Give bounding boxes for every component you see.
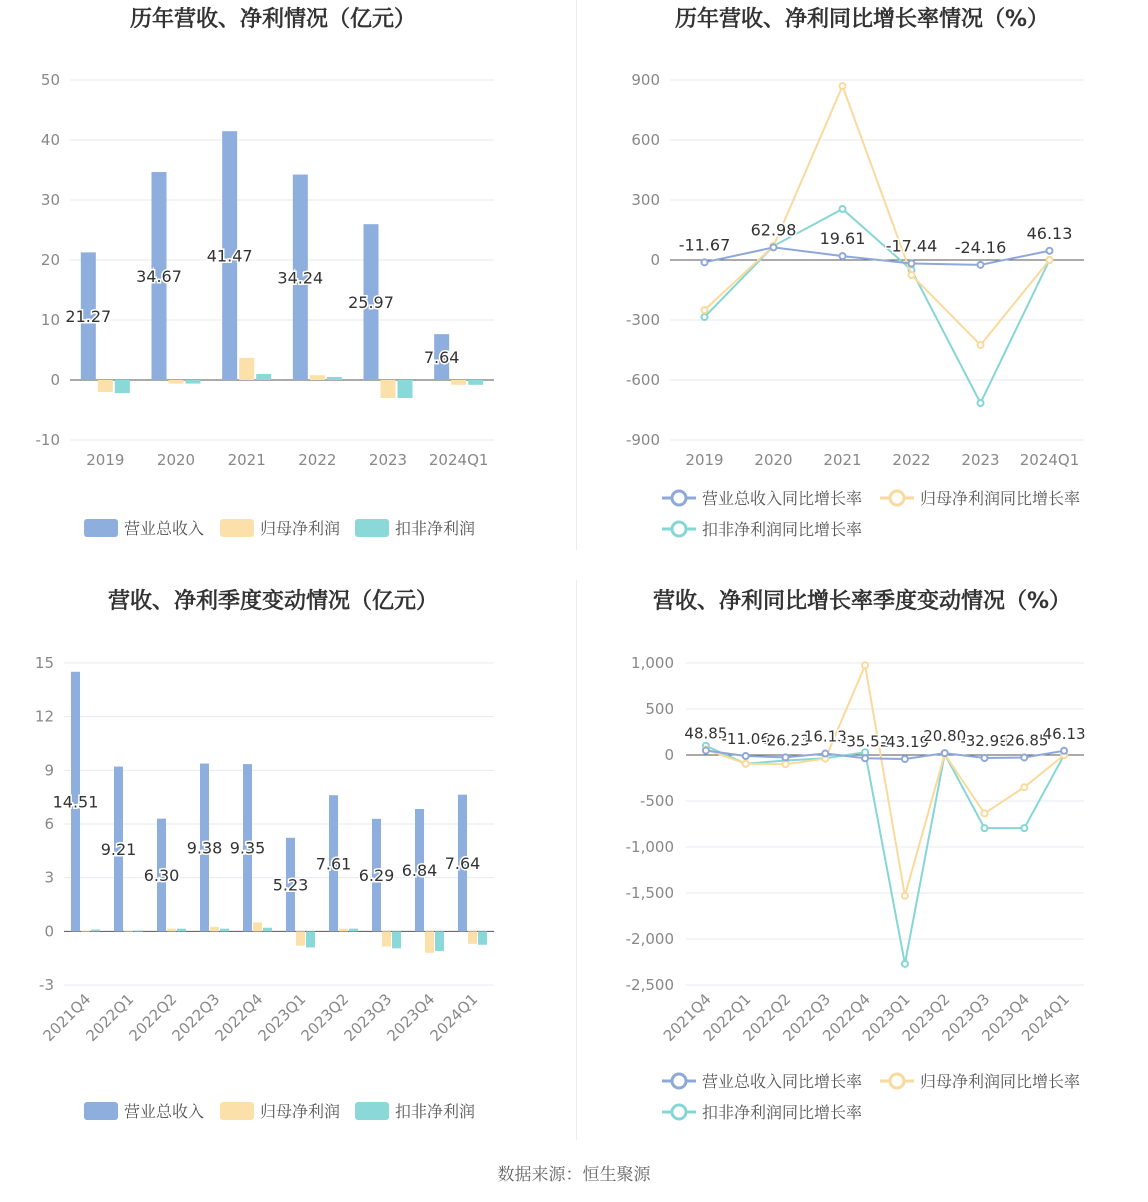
y-tick-label: 0 bbox=[44, 922, 54, 941]
revenue-data-label: 41.47 bbox=[206, 246, 253, 266]
revenue-point bbox=[743, 753, 749, 759]
revenue-legend-label: 营业总收入同比增长率 bbox=[702, 489, 863, 508]
revenue-growth-label: -11.67 bbox=[678, 235, 731, 255]
deducted-profit-legend-marker bbox=[672, 1105, 686, 1119]
y-tick-label: -900 bbox=[625, 431, 660, 449]
x-tick-label: 2022Q2 bbox=[739, 990, 795, 1045]
x-tick-label: 2024Q1 bbox=[1019, 451, 1080, 469]
x-tick-label: 2021 bbox=[227, 451, 266, 469]
net-profit-legend-swatch bbox=[220, 519, 254, 537]
revenue-point bbox=[783, 754, 789, 760]
net-profit-bar bbox=[253, 922, 262, 931]
revenue-point bbox=[982, 755, 988, 761]
net-profit-bar bbox=[239, 358, 254, 380]
y-tick-label: 1,000 bbox=[631, 654, 674, 672]
net-profit-point bbox=[862, 662, 868, 668]
net-profit-point bbox=[978, 342, 984, 348]
revenue-legend-marker bbox=[672, 491, 686, 505]
deducted-profit-bar bbox=[177, 929, 186, 932]
y-tick-label: -600 bbox=[625, 371, 660, 389]
deducted-profit-legend-label: 扣非净利润同比增长率 bbox=[702, 1103, 863, 1122]
revenue-growth-label: 48.85 bbox=[684, 724, 728, 743]
revenue-data-label: 34.24 bbox=[277, 268, 324, 288]
revenue-point bbox=[840, 253, 846, 259]
x-tick-label: 2023Q3 bbox=[938, 990, 994, 1045]
revenue-growth-label: -26.85 bbox=[1000, 731, 1049, 750]
revenue-data-label: 5.23 bbox=[272, 875, 309, 895]
x-tick-label: 2023Q1 bbox=[858, 990, 914, 1045]
y-tick-label: 9 bbox=[44, 761, 54, 780]
revenue-data-label: 9.35 bbox=[229, 838, 266, 858]
deducted-profit-legend-label: 扣非净利润 bbox=[395, 1102, 476, 1121]
revenue-data-label: 34.67 bbox=[136, 266, 182, 286]
deducted-profit-bar bbox=[349, 929, 358, 932]
x-tick-label: 2024Q1 bbox=[1018, 990, 1073, 1045]
net-profit-bar bbox=[210, 927, 219, 931]
y-tick-label: 300 bbox=[631, 191, 660, 209]
revenue-point bbox=[978, 262, 984, 268]
y-tick-label: 500 bbox=[645, 700, 674, 718]
revenue-point bbox=[942, 750, 948, 756]
net-profit-point bbox=[702, 307, 708, 313]
net-profit-bar bbox=[169, 380, 184, 384]
deducted-profit-bar bbox=[115, 380, 130, 393]
y-tick-label: 15 bbox=[34, 654, 54, 672]
quarterly-revenue-profit-chart bbox=[0, 580, 574, 1140]
revenue-point bbox=[1061, 748, 1067, 754]
net-profit-bar bbox=[98, 380, 113, 392]
deducted-profit-point bbox=[902, 961, 908, 967]
revenue-point bbox=[902, 756, 908, 762]
x-tick-label: 2023 bbox=[368, 451, 408, 469]
y-tick-label: -10 bbox=[35, 431, 60, 449]
y-tick-label: 600 bbox=[631, 131, 660, 149]
net-profit-bar bbox=[339, 929, 348, 932]
deducted-profit-bar bbox=[256, 374, 271, 380]
x-tick-label: 2023Q4 bbox=[383, 990, 439, 1045]
revenue-point bbox=[702, 259, 708, 265]
net-profit-point bbox=[902, 893, 908, 899]
y-tick-label: 0 bbox=[664, 746, 674, 764]
revenue-legend-swatch bbox=[84, 1102, 118, 1120]
deducted-profit-bar bbox=[392, 931, 401, 948]
x-tick-label: 2022 bbox=[298, 451, 337, 469]
net-profit-bar bbox=[382, 931, 391, 946]
x-tick-label: 2022Q3 bbox=[779, 990, 835, 1045]
x-tick-label: 2021 bbox=[823, 451, 862, 469]
x-tick-label: 2022Q1 bbox=[82, 990, 138, 1045]
x-tick-label: 2023Q2 bbox=[297, 990, 353, 1045]
revenue-growth-label: -35.52 bbox=[840, 732, 890, 751]
revenue-legend-label: 营业总收入同比增长率 bbox=[702, 1072, 863, 1091]
deducted-profit-bar bbox=[134, 930, 143, 931]
net-profit-bar bbox=[167, 929, 176, 932]
x-tick-label: 2023Q1 bbox=[254, 990, 310, 1045]
revenue-growth-label: 20.80 bbox=[923, 727, 967, 746]
x-tick-label: 2023 bbox=[961, 451, 1000, 469]
revenue-growth-label: 19.61 bbox=[819, 229, 866, 249]
deducted-profit-bar bbox=[220, 929, 229, 932]
revenue-point bbox=[771, 244, 777, 250]
x-tick-label: 2022Q4 bbox=[211, 990, 267, 1045]
deducted-profit-point bbox=[978, 400, 984, 406]
net-profit-growth-line bbox=[705, 86, 1050, 345]
quarterly-growth-rate-chart bbox=[574, 580, 1148, 1140]
deducted-profit-legend-swatch bbox=[355, 1102, 389, 1120]
x-tick-label: 2021Q4 bbox=[659, 990, 715, 1045]
x-tick-label: 2024Q1 bbox=[428, 451, 489, 469]
net-profit-point bbox=[743, 761, 749, 767]
net-profit-point bbox=[783, 761, 789, 767]
net-profit-point bbox=[909, 272, 915, 278]
x-tick-label: 2019 bbox=[86, 451, 125, 469]
net-profit-point bbox=[1021, 784, 1027, 790]
deducted-profit-bar bbox=[186, 380, 201, 384]
deducted-profit-point bbox=[702, 314, 708, 320]
revenue-point bbox=[1047, 248, 1053, 254]
deducted-profit-bar bbox=[91, 930, 100, 932]
y-tick-label: 50 bbox=[40, 71, 60, 89]
deducted-profit-point bbox=[1021, 825, 1027, 831]
revenue-data-label: 6.84 bbox=[401, 861, 438, 881]
revenue-data-label: 9.21 bbox=[100, 839, 137, 859]
net-profit-bar bbox=[468, 931, 477, 944]
net-profit-bar bbox=[310, 375, 325, 380]
revenue-point bbox=[862, 755, 868, 761]
net-profit-point bbox=[840, 83, 846, 89]
y-tick-label: 3 bbox=[44, 868, 54, 887]
revenue-legend-marker bbox=[672, 1074, 686, 1088]
deducted-profit-bar bbox=[435, 931, 444, 951]
revenue-point bbox=[909, 260, 915, 266]
deducted-profit-bar bbox=[398, 380, 413, 398]
y-tick-label: 10 bbox=[40, 311, 60, 329]
deducted-profit-bar bbox=[306, 931, 315, 947]
revenue-growth-label: -17.44 bbox=[885, 236, 938, 256]
x-tick-label: 2024Q1 bbox=[426, 990, 482, 1045]
revenue-data-label: 9.38 bbox=[186, 838, 223, 858]
revenue-data-label: 14.51 bbox=[52, 792, 99, 812]
revenue-data-label: 7.64 bbox=[444, 853, 481, 873]
x-tick-label: 2023Q4 bbox=[978, 990, 1034, 1045]
net-profit-bar bbox=[296, 931, 305, 945]
net-profit-legend-label: 归母净利润 bbox=[260, 519, 341, 538]
revenue-legend-label: 营业总收入 bbox=[124, 1102, 205, 1121]
x-tick-label: 2023Q2 bbox=[898, 990, 954, 1045]
x-tick-label: 2022Q2 bbox=[125, 990, 181, 1045]
x-tick-label: 2022Q4 bbox=[819, 990, 874, 1045]
deducted-profit-legend-marker bbox=[672, 522, 686, 536]
net-profit-legend-marker bbox=[890, 1074, 904, 1088]
net-profit-legend-label: 归母净利润同比增长率 bbox=[920, 489, 1081, 508]
net-profit-legend-label: 归母净利润 bbox=[260, 1102, 341, 1121]
revenue-data-label: 21.27 bbox=[65, 307, 112, 327]
revenue-point bbox=[703, 748, 709, 754]
deducted-profit-point bbox=[840, 206, 846, 212]
deducted-profit-bar bbox=[263, 928, 272, 932]
y-tick-label: -3 bbox=[39, 976, 54, 994]
revenue-growth-label: -43.19 bbox=[880, 732, 930, 751]
revenue-data-label: 6.30 bbox=[143, 865, 180, 885]
revenue-growth-label: -32.98 bbox=[960, 732, 1009, 751]
revenue-point bbox=[1021, 754, 1027, 760]
revenue-legend-label: 营业总收入 bbox=[124, 519, 205, 538]
revenue-growth-label: 46.13 bbox=[1026, 223, 1073, 243]
y-tick-label: -2,500 bbox=[625, 976, 674, 994]
x-tick-label: 2023Q3 bbox=[340, 990, 396, 1045]
x-tick-label: 2020 bbox=[754, 451, 793, 469]
deducted-profit-legend-swatch bbox=[355, 519, 389, 537]
y-tick-label: -1,000 bbox=[625, 838, 674, 856]
net-profit-point bbox=[1047, 257, 1053, 263]
net-profit-bar bbox=[381, 380, 396, 398]
deducted-profit-bar bbox=[478, 931, 487, 944]
net-profit-bar bbox=[124, 930, 133, 931]
net-profit-bar bbox=[81, 930, 90, 931]
y-tick-label: 0 bbox=[650, 251, 660, 269]
revenue-growth-label: -11.06 bbox=[721, 730, 770, 749]
annual-revenue-profit-chart bbox=[0, 0, 574, 560]
revenue-growth-label: -24.16 bbox=[954, 237, 1007, 257]
revenue-growth-label: 62.98 bbox=[750, 220, 797, 240]
net-profit-bar bbox=[451, 380, 466, 385]
deducted-profit-legend-label: 扣非净利润 bbox=[395, 519, 476, 538]
revenue-data-label: 7.61 bbox=[315, 854, 352, 874]
revenue-growth-label: 16.13 bbox=[803, 727, 847, 746]
y-tick-label: -300 bbox=[625, 311, 660, 329]
chart-title: 历年营收、净利情况（亿元） bbox=[129, 7, 417, 32]
revenue-growth-label: -26.23 bbox=[761, 731, 810, 750]
chart-title: 历年营收、净利同比增长率情况（%） bbox=[674, 7, 1050, 32]
x-tick-label: 2022Q3 bbox=[168, 990, 224, 1045]
x-tick-label: 2022Q1 bbox=[699, 990, 755, 1045]
revenue-growth-label: 46.13 bbox=[1042, 724, 1086, 743]
y-tick-label: 30 bbox=[40, 191, 60, 209]
x-tick-label: 2022 bbox=[892, 451, 931, 469]
chart-title: 营收、净利同比增长率季度变动情况（%） bbox=[652, 589, 1072, 614]
y-tick-label: 12 bbox=[34, 707, 54, 726]
y-tick-label: -2,000 bbox=[625, 930, 674, 948]
x-tick-label: 2019 bbox=[685, 451, 724, 469]
revenue-legend-swatch bbox=[84, 519, 118, 537]
net-profit-bar bbox=[425, 931, 434, 952]
y-tick-label: 40 bbox=[40, 131, 60, 149]
y-tick-label: 20 bbox=[40, 251, 60, 269]
net-profit-legend-label: 归母净利润同比增长率 bbox=[920, 1072, 1081, 1091]
y-tick-label: -1,500 bbox=[625, 884, 674, 902]
y-tick-label: 900 bbox=[631, 71, 660, 89]
net-profit-legend-marker bbox=[890, 491, 904, 505]
deducted-profit-bar bbox=[468, 380, 483, 385]
revenue-point bbox=[822, 751, 828, 757]
x-tick-label: 2021Q4 bbox=[39, 990, 95, 1045]
deducted-profit-point bbox=[982, 825, 988, 831]
y-tick-label: 0 bbox=[50, 371, 60, 389]
deducted-profit-legend-label: 扣非净利润同比增长率 bbox=[702, 520, 863, 539]
deducted-profit-bar bbox=[327, 377, 342, 380]
x-tick-label: 2020 bbox=[156, 451, 196, 469]
annual-growth-rate-chart bbox=[574, 0, 1148, 560]
y-tick-label: -500 bbox=[639, 792, 674, 810]
chart-title: 营收、净利季度变动情况（亿元） bbox=[107, 589, 439, 614]
net-profit-legend-swatch bbox=[220, 1102, 254, 1120]
data-source-note: 数据来源：恒生聚源 bbox=[497, 1165, 651, 1185]
revenue-data-label: 7.64 bbox=[423, 348, 460, 368]
y-tick-label: 6 bbox=[44, 815, 54, 833]
revenue-data-label: 25.97 bbox=[348, 293, 394, 313]
net-profit-point bbox=[982, 810, 988, 816]
revenue-data-label: 6.29 bbox=[358, 866, 395, 886]
